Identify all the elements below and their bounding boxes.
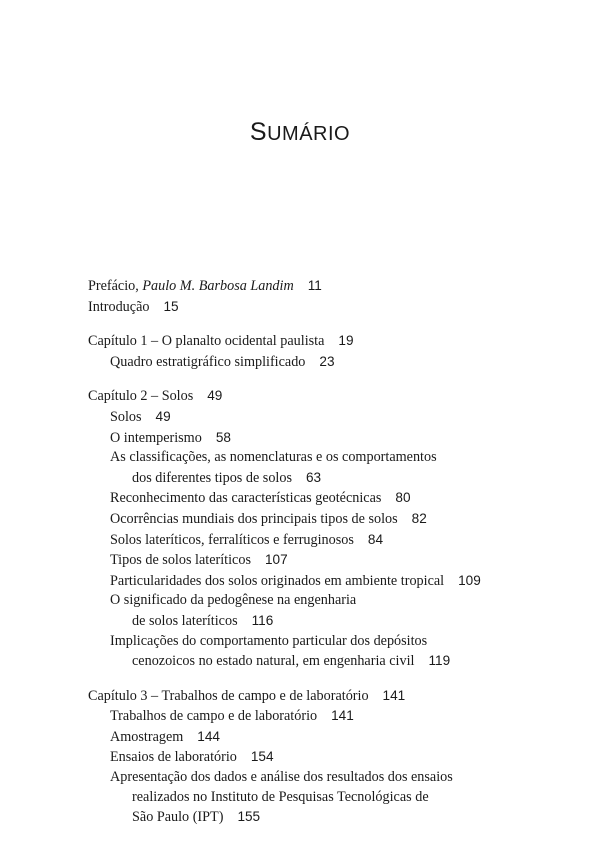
toc-page-number: 63 <box>305 469 322 485</box>
page-title-rest: UMÁRIO <box>267 123 351 145</box>
toc-page-number: 11 <box>307 278 322 293</box>
toc-entry-label: Prefácio, <box>88 278 143 294</box>
toc-page-number: 107 <box>264 552 288 568</box>
toc-section[interactable] <box>88 571 568 592</box>
toc-section-label-line-2: realizados no Instituto de Pesquisas Tecnológicas de <box>132 788 429 805</box>
page-title-initial: S <box>249 118 268 146</box>
toc-section[interactable] <box>88 591 568 631</box>
toc-chapter-label: Capítulo 3 – Trabalhos de campo e de laboratório <box>88 687 369 704</box>
toc-page-number: 84 <box>367 531 384 547</box>
toc-page-number: 49 <box>155 408 171 424</box>
toc-section-label-line-1: Implicações do comportamento particular dos depósitos <box>110 632 428 649</box>
toc-section-label-line-1: O significado da pedogênese na engenharia <box>110 592 357 609</box>
table-of-contents <box>88 276 568 828</box>
toc-page-number: 141 <box>331 708 354 724</box>
toc-section-label: Trabalhos de campo e de laboratório <box>110 708 318 725</box>
toc-page-number: 80 <box>395 490 411 506</box>
toc-entry-prefacio[interactable] <box>88 276 568 297</box>
toc-section-label-line-1: Apresentação dos dados e análise dos resultados dos ensaios <box>110 769 453 786</box>
toc-section-label-line-2: dos diferentes tipos de solos <box>132 469 292 486</box>
toc-section-label-line-2: cenozoicos no estado natural, em engenharia civil <box>132 653 415 670</box>
toc-page-number: 19 <box>338 333 354 349</box>
toc-section-label: Quadro estratigráfico simplificado <box>110 353 306 370</box>
toc-chapter-label: Capítulo 2 – Solos <box>88 388 194 405</box>
toc-page-number: 116 <box>251 612 274 628</box>
toc-section-label: Ensaios de laboratório <box>110 749 237 766</box>
toc-section-label-line-2: de solos lateríticos <box>132 612 238 629</box>
toc-section-label: Amostragem <box>110 728 184 745</box>
toc-section[interactable] <box>88 428 568 449</box>
toc-page-number: 154 <box>250 749 274 765</box>
toc-section[interactable] <box>88 632 568 672</box>
toc-entry-label: Introdução <box>88 298 150 315</box>
toc-section[interactable] <box>88 352 568 373</box>
toc-section-label: O intemperismo <box>110 429 202 446</box>
toc-section[interactable] <box>88 768 568 828</box>
toc-section-label: Reconhecimento das características geotécnicas <box>110 490 382 507</box>
toc-section-label: Particularidades dos solos originados em ambiente tropical <box>110 572 445 589</box>
page-title <box>0 118 600 147</box>
toc-section[interactable] <box>88 509 568 530</box>
toc-section[interactable] <box>88 706 568 727</box>
toc-entry-introducao[interactable] <box>88 297 568 318</box>
toc-page-number: 144 <box>197 728 220 744</box>
toc-page-number: 23 <box>319 353 335 369</box>
toc-page-number: 155 <box>237 809 261 825</box>
toc-chapter-3[interactable] <box>88 686 568 707</box>
toc-section-label: Solos lateríticos, ferralíticos e ferruginosos <box>110 531 354 548</box>
toc-chapter-2[interactable] <box>88 386 568 407</box>
toc-section[interactable] <box>88 407 568 428</box>
toc-section-label-line-3: São Paulo (IPT) <box>132 809 224 826</box>
toc-section[interactable] <box>88 727 568 748</box>
toc-page-number: 58 <box>215 429 231 445</box>
toc-section-label: Tipos de solos lateríticos <box>110 552 251 569</box>
toc-page-number: 49 <box>207 388 223 404</box>
toc-page-number: 15 <box>163 298 179 314</box>
toc-section-label-line-1: As classificações, as nomenclaturas e os comportamentos <box>110 449 437 466</box>
toc-section[interactable] <box>88 488 568 509</box>
toc-section[interactable] <box>88 448 568 488</box>
toc-chapter-1[interactable] <box>88 331 568 352</box>
toc-page-number: 82 <box>411 510 427 526</box>
toc-section[interactable] <box>88 530 568 551</box>
toc-page-number: 119 <box>428 653 451 669</box>
toc-section-label: Ocorrências mundiais dos principais tipos de solos <box>110 510 398 527</box>
toc-page-number: 109 <box>458 572 481 588</box>
toc-chapter-label: Capítulo 1 – O planalto ocidental paulista <box>88 333 325 350</box>
toc-section[interactable] <box>88 550 568 571</box>
toc-entry-author: Paulo M. Barbosa Landim <box>142 278 294 294</box>
toc-section[interactable] <box>88 747 568 768</box>
toc-section-label: Solos <box>110 408 142 425</box>
toc-page-number: 141 <box>382 687 406 703</box>
